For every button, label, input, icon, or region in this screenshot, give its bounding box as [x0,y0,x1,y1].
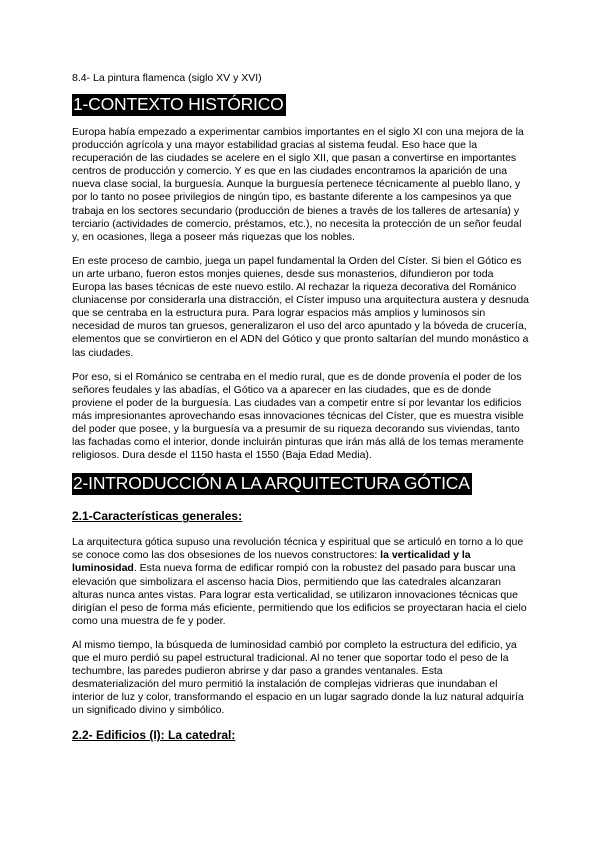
paragraph-text: . Esta nueva forma de edificar rompió con la robustez del pasado para buscar una elevación que simbolizara el ascenso hacia Dios, permitiendo que las catedrales alcanzaran alturas nunca antes vistas. Para lograr esta verticalidad, se utilizaron innovaciones técnicas que dirigían el peso de forma más eficiente, permitiendo que los edificios se proyectaran hacia el cielo como una muestra de fe y poder. [72,562,527,627]
running-header: 8.4- La pintura flamenca (siglo XV y XVI) [72,72,262,84]
paragraph: Europa había empezado a experimentar cambios importantes en el siglo XI con una mejora de la producción agrícola y una mayor estabilidad gracias al sistema feudal. Eso hace que la recuperación de las ciudades se acelere en el siglo XII, que pasan a convertirse en importantes centros de producción y comercio. Y es que en las ciudades encontramos la aparición de una nueva clase social, la burguesía. Aunque la burguesía pertenece técnicamente al pueblo llano, y por lo tanto no posee privilegios de ningún tipo, es bastante diferente a los campesinos ya que trabaja en los sectores secundario (producción de bienes a través de los talleres de artesanía) y terciario (actividades de comercio, préstamos, etc.), no necesita la protección de un señor feudal y, en ocasiones, llega a poseer más riquezas que los nobles. [72,126,524,243]
section-heading-contexto: 1-CONTEXTO HISTÓRICO [73,94,284,114]
paragraph: Por eso, si el Románico se centraba en el medio rural, que es de donde provenía el poder de los señores feudales y las abadías, el Gótico va a aparecer en las ciudades, que es de donde proviene el poder de la burguesía. Las ciudades van a competir entre sí por levantar los edificios más impresionantes aprovechando esas innovaciones técnicas del Císter, que es muestra visible del poder que posee, y la burguesía va a presumir de su riqueza decorando sus viviendas, tanto las fachadas como el interior, donde incluirán pinturas que irán más allá de los temas meramente religiosos. Dura desde el 1150 hasta el 1550 (Baja Edad Media). [72,370,524,462]
subsection-title: 2.1-Características generales: [72,509,243,524]
paragraph: Al mismo tiempo, la búsqueda de luminosidad cambió por completo la estructura del edificio, ya que el muro perdió su papel estructural tradicional. Al no tener que soportar todo el peso de la techumbre, las paredes pudieron abrirse y dar paso a grandes ventanales. Esta desmaterialización del muro permitió la instalación de complejas vidrieras que inundaban el interior de luz y color, transformando el espacio en un lugar sagrado donde la luz natural adquiría un significado divino y simbólico. [72,638,524,717]
section-heading-arquitectura: 2-INTRODUCCIÓN A LA ARQUITECTURA GÓTICA [73,473,470,494]
paragraph [72,536,530,628]
paragraph: En este proceso de cambio, juega un papel fundamental la Orden del Císter. Si bien el Gótico es un arte urbano, fueron estos monjes quienes, desde sus monasterios, difundieron por toda Europa las bases técnicas de este nuevo estilo. Al rechazar la riqueza decorativa del Románico cluniacense por considerarla una distracción, el Císter impuso una arquitectura austera y desnuda que se centraba en la estructura pura. Para lograr espacios más amplios y luminosos sin necesidad de muros tan gruesos, generalizaron el uso del arco apuntado y la bóveda de crucería, elementos que se convirtieron en el ADN del Gótico y que pronto saltarían del mundo monástico a las ciudades. [72,254,530,359]
paragraph-text: La arquitectura gótica supuso una revolución técnica y espiritual que se articuló en torno a lo que se conoce como las dos obsesiones de los nuevos constructores: [72,536,524,562]
bold-emphasis: la verticalidad y la luminosidad [72,549,471,575]
subsection-title: 2.2- Edificios (I): La catedral: [72,728,236,743]
document-page [72,72,530,755]
